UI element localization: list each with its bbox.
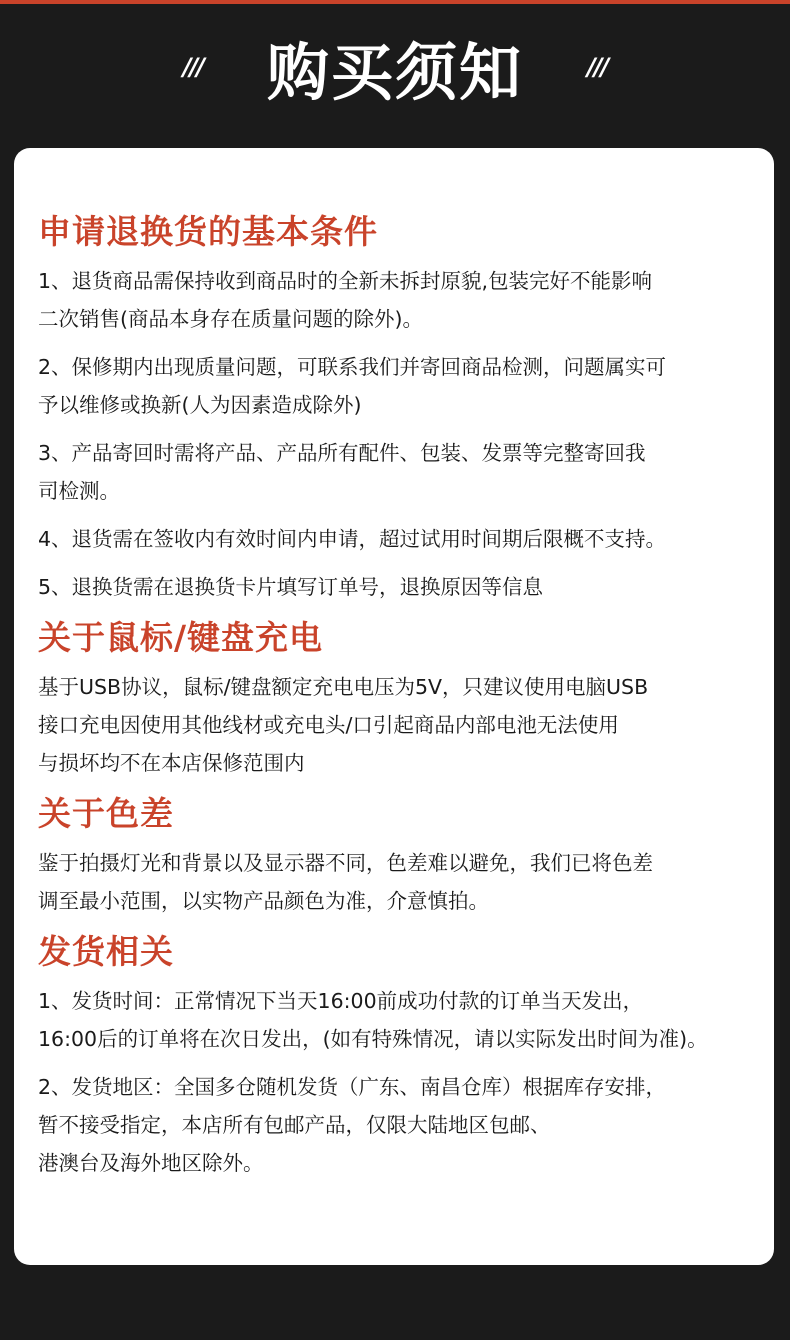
shipping-time xyxy=(38,982,760,1058)
color-difference-info xyxy=(38,844,760,920)
return-condition-2 xyxy=(38,348,760,424)
text-line: 二次销售(商品本身存在质量问题的除外)。 xyxy=(38,307,423,331)
text-line: 2、发货地区：全国多仓随机发货（广东、南昌仓库）根据库存安排， xyxy=(38,1075,667,1099)
section-title-return-conditions: 申请退换货的基本条件 xyxy=(38,212,378,251)
text-line: 予以维修或换新(人为因素造成除外) xyxy=(38,393,362,417)
text-line: 暂不接受指定，本店所有包邮产品，仅限大陆地区包邮、 xyxy=(38,1113,551,1137)
text-line: 1、发货时间：正常情况下当天16:00前成功付款的订单当天发出， xyxy=(38,989,644,1013)
return-condition-1 xyxy=(38,262,760,338)
right-slash-decoration: /// xyxy=(587,53,608,81)
return-condition-4 xyxy=(38,520,760,558)
text-line: 1、退货商品需保持收到商品时的全新未拆封原貌,包装完好不能影响 xyxy=(38,269,653,293)
left-slash-decoration: /// xyxy=(182,53,203,81)
charging-info xyxy=(38,668,760,782)
section-title-shipping: 发货相关 xyxy=(38,932,174,971)
text-line: 鉴于拍摄灯光和背景以及显示器不同，色差难以避免，我们已将色差 xyxy=(38,851,653,875)
section-title-charging: 关于鼠标/键盘充电 xyxy=(38,618,324,657)
return-condition-5 xyxy=(38,568,760,606)
section-title-color-difference: 关于色差 xyxy=(38,794,174,833)
text-line: 港澳台及海外地区除外。 xyxy=(38,1151,264,1175)
text-line: 基于USB协议，鼠标/键盘额定充电电压为5V，只建议使用电脑USB xyxy=(38,675,649,699)
text-line: 4、退货需在签收内有效时间内申请，超过试用时间期后限概不支持。 xyxy=(38,527,667,551)
shipping-region xyxy=(38,1068,760,1182)
return-condition-3 xyxy=(38,434,760,510)
text-line: 与损坏均不在本店保修范围内 xyxy=(38,751,305,775)
notice-card xyxy=(14,148,774,1265)
top-accent-line xyxy=(0,0,790,4)
text-line: 调至最小范围，以实物产品颜色为准，介意慎拍。 xyxy=(38,889,489,913)
page-header xyxy=(0,22,790,112)
text-line: 2、保修期内出现质量问题，可联系我们并寄回商品检测，问题属实可 xyxy=(38,355,667,379)
text-line: 司检测。 xyxy=(38,479,120,503)
text-line: 3、产品寄回时需将产品、产品所有配件、包装、发票等完整寄回我 xyxy=(38,441,646,465)
text-line: 16:00后的订单将在次日发出，(如有特殊情况，请以实际发出时间为准)。 xyxy=(38,1027,708,1051)
text-line: 接口充电因使用其他线材或充电头/口引起商品内部电池无法使用 xyxy=(38,713,619,737)
page-title: 购买须知 xyxy=(266,35,523,109)
text-line: 5、退换货需在退换货卡片填写订单号，退换原因等信息 xyxy=(38,575,544,599)
